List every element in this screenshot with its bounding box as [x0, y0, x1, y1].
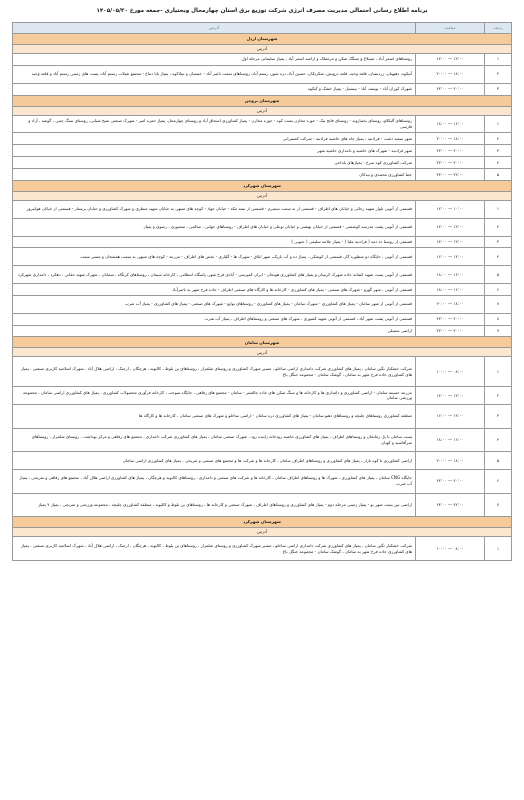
row-time: ۲۲:۰۰ — ۲۰:۰۰ [416, 83, 485, 95]
table-header-row [13, 23, 512, 34]
row-time: ۲۲:۰۰ — ۲۰:۰۰ [416, 145, 485, 157]
table-row [13, 218, 512, 236]
row-address: اراضی بین پست شهر نو - پمپاژ زمینی مرحله دوم - پمپاژ های کشاورزی و روستاهای اطراف ، شهرک صنعتی و کارخانه ها ، روستاهای بن بلوط و کالیوند ، منطقه کشاورزی چلیچه ، مجموعه ورزشی و تفریحی ، پمپاژ ۷ پمپاژ [13, 493, 416, 517]
row-address: شهر فرادنبه - شهرک های حاشیه و دامداری حاشیه شهر [13, 145, 416, 157]
row-address: شرکت خشکبار نگین سامان ، پمپاژ های کشاورزی شرکت دامداری اراضی ساخلو ، مسیر شهرک کشاورزی و روستای شلمزار ، روستاهای بن بلوط ، کالیوند ، هرچگان ، ارجنک ، اراضی هلال آباد ، شهرک اسلامیه کاربری صنعتی ، پمپاژ های کشاورزی جاده فرخ شهر به سامان ، گوشک سامان - مجموعه جنگل باغ [13, 537, 416, 561]
county-name: شهرستان اردل [13, 34, 512, 45]
row-time: ۱۰:۰۰ — ۰۸:۰۰ [416, 357, 485, 387]
row-address: قسمتی از آتونی پست شهید کشانه جاده شهرک کربینان و پمپاژ های کشاورزی هونجان - ایران کمپرسی - آبادی فرخ شهر، پاسگاه انتظامی ، کارخانه سیمان ، روستاهای کرتگاه ، سمانان ، شهرک شهید حقانی ، دهکرد ، دامداری شهرکرد [13, 266, 416, 284]
row-time: ۲۴:۰۰ — ۲۲:۰۰ [416, 493, 485, 517]
row-time: ۱۲:۰۰ — ۱۰:۰۰ [416, 200, 485, 218]
row-number: ۲ [485, 65, 512, 83]
row-address: قسمتی از روستا ده دمه ( فرادنبه علیا ) - پمپاژ علامه سلیمی ( جنوبی ) [13, 236, 416, 248]
table-row [13, 145, 512, 157]
county-header-row [13, 95, 512, 106]
row-number: ۵ [485, 266, 512, 284]
table-row [13, 115, 512, 133]
county-header-row [13, 517, 512, 528]
row-time: ۲۰:۰۰ — ۱۸:۰۰ [416, 452, 485, 470]
row-address: قسمتی از آتونی بلوار شهید رجائی و خیابان های اطراف - قسمتی از به سمت سمیرم - قسمتی از نیمه مکه - خیابان جهاد - کوچه های منتهی به خیابان شهید منظری و شهرک کشاورزی و خیابان پرستار - قسمتی از خیابان هوانیروز [13, 200, 416, 218]
row-time: ۲۰:۰۰ — ۱۸:۰۰ [416, 65, 485, 83]
row-number: ۹ [485, 325, 512, 337]
row-number: ۱ [485, 54, 512, 66]
row-number: ۱ [485, 537, 512, 561]
row-time: ۱۴:۰۰ — ۱۲:۰۰ [416, 236, 485, 248]
table-row [13, 284, 512, 296]
county-header-row [13, 337, 512, 348]
table-row [13, 200, 512, 218]
header-time: ساعت [416, 23, 485, 34]
row-time: ۱۸:۰۰ — ۱۶:۰۰ [416, 428, 485, 452]
row-address: پست سامان تا پل زمانخان و روستاهای اطراف ، پمپاژ های کشاورزی حاشیه رودخانه زاینده رود ، شهرک صنعتی سامان ، پمپاژ های کشاورزی شرکت دامداری ، مجتمع های رفاهی و مرکز بهداشت ، روستای شلمزار ، روستاهای سرآقاسید و کهیان [13, 428, 416, 452]
table-row [13, 157, 512, 169]
table-row [13, 470, 512, 494]
row-number: ۳ [485, 145, 512, 157]
table-row [13, 169, 512, 181]
row-time: ۲۰:۰۰ — ۱۸:۰۰ [416, 133, 485, 145]
address-subheader: آدرس [13, 45, 512, 54]
table-row [13, 452, 512, 470]
row-number: ۲ [485, 387, 512, 405]
address-subheader-row [13, 528, 512, 537]
address-subheader-row [13, 191, 512, 200]
row-number: ۶ [485, 284, 512, 296]
row-address: آتیکوه، دهپهنان، زردیشان، قلعه وحید، قلعه درویش، شکرنکان، حسین آباد، دره شور، رستم آباد، روستاهای سمت ناصر آباد - خستیان و تیبلاکوه ، پمپاژ بابا دماع - مجتمع شیلات رستم آباد، پست های زمینی رستم آباد و قلعه وحید [13, 65, 416, 83]
table-row [13, 357, 512, 387]
row-number: ۵ [485, 169, 512, 181]
row-time: ۱۸:۰۰ — ۱۶:۰۰ [416, 266, 485, 284]
county-header-row [13, 34, 512, 45]
row-time: ۲۲:۰۰ — ۲۰:۰۰ [416, 470, 485, 494]
row-time: ۲۲:۰۰ — ۲۰:۰۰ [416, 157, 485, 169]
county-name: شهرستان شهرکرد [13, 180, 512, 191]
row-address: روستاهای اسمر آباد ، شیبلاغ و سنگک شکن و مرغملک و ارامنه اسمر آباد ، پمپاژ سلیمانی مرحله اول [13, 54, 416, 66]
table-row [13, 133, 512, 145]
row-address: روستاهای آلیکلاو، روستای بختیاروند - روستای فاتح بیک - حوزه مخازن پشت کوه - حوزه مخازن - پمپاژ کشاورزی اسحاق آباد و روستای چهارمحل، پمپاژ حمزه امیر - شهرک صنعتی شیخ شبانی، روستای سنگ چینی ، گوشه ، آزاد و فارسی [13, 115, 416, 133]
row-number: ۷ [485, 295, 512, 313]
table-row [13, 325, 512, 337]
row-address: مزرعه حسینه سامان - اراضی کشاورزی و دامداری ها و کارخانه ها و سنگ شکن های جاده چالشتر - سامان - مجتمع های رفاهی ، جایگاه سوخت ، کارخانه فرآوری محصولات کشاورزی ، پمپاژ های کشاورزی اراضی سامان ، مجموعه ورزشی سامان [13, 387, 416, 405]
table-row [13, 404, 512, 428]
address-subheader-row [13, 45, 512, 54]
table-row [13, 537, 512, 561]
row-number: ۷ [485, 493, 512, 517]
table-row [13, 387, 512, 405]
row-address: شرکت خشکبار نگین سامان ، پمپاژ های کشاورزی شرکت دامداری اراضی ساخلو ، مسیر شهرک کشاورزی و روستای شلمزار ، روستاهای بن بلوط ، کالیوند ، هرچگان ، ارجنک ، اراضی هلال آباد ، شهرک اسلامیه کاربری صنعتی ، پمپاژ های کشاورزی جاده فرخ شهر به سامان ، گوشک سامان - مجموعه جنگل باغ [13, 357, 416, 387]
row-number: ۴ [485, 428, 512, 452]
document-title: برنامه اطلاع رسانی احتمالی مدیریت مصرف انرژی شرکت توزیع برق استان چهارمحال وبختیاری -جمعه مورخ ۱۴۰۵/۰۵/۳۰ [96, 8, 428, 14]
row-time: ۲۴:۰۰ — ۲۲:۰۰ [416, 169, 485, 181]
row-number: ۴ [485, 248, 512, 266]
row-address: قسمتی از آتونی پشت مدرسه کوششی - قسمتی از خیابان بهشتی و خیابان بوعلی و خیابان های اطراف - روستاهای جهانی ، صالحی ، منصوری ، رضوی و پمپاژ [13, 218, 416, 236]
row-time: ۲۲:۰۰ — ۲۰:۰۰ [416, 325, 485, 337]
table-row [13, 54, 512, 66]
row-time: ۲۲:۰۰ — ۲۰:۰۰ [416, 313, 485, 325]
header-address: آدرس [13, 23, 416, 34]
address-subheader: آدرس [13, 106, 512, 115]
row-address: قسمتی از آتونی ، شهر گهرو - شهرک های صنعتی - پمپاژ های کشاورزی - کارخانه ها و کارگاه های صنعتی اطراف - جاده فرخ شهر به ناصرآباد [13, 284, 416, 296]
row-time: ۱۸:۰۰ — ۱۶:۰۰ [416, 284, 485, 296]
row-time: ۱۴:۰۰ — ۱۲:۰۰ [416, 387, 485, 405]
table-row [13, 65, 512, 83]
row-number: ۳ [485, 404, 512, 428]
county-name: شهرستان شهرکرد [13, 517, 512, 528]
table-row [13, 493, 512, 517]
row-time: ۱۶:۰۰ — ۱۴:۰۰ [416, 404, 485, 428]
row-number: ۱ [485, 357, 512, 387]
row-time: ۱۰:۰۰ — ۰۸:۰۰ [416, 537, 485, 561]
row-number: ۸ [485, 313, 512, 325]
county-header-row [13, 180, 512, 191]
row-time: ۱۴:۰۰ — ۱۲:۰۰ [416, 218, 485, 236]
row-number: ۴ [485, 157, 512, 169]
table-row [13, 266, 512, 284]
table-row [13, 248, 512, 266]
county-name: شهرستان بروجن [13, 95, 512, 106]
table-row [13, 428, 512, 452]
row-address: قسمتی از آتونی از شهر سامان - پمپاژ های کشاورزی - شهرک سامان - پمپاژ های کشاورزی - روستاهای توابع - شهرک های صنعتی - پمپاژ های کشاورزی - پمپاژ آب شرب [13, 295, 416, 313]
schedule-body [13, 23, 512, 561]
table-row [13, 83, 512, 95]
row-number: ۲ [485, 218, 512, 236]
table-row [13, 236, 512, 248]
row-number: ۱ [485, 115, 512, 133]
row-time: ۱۶:۰۰ — ۱۴:۰۰ [416, 248, 485, 266]
address-subheader: آدرس [13, 528, 512, 537]
row-number: ۱ [485, 200, 512, 218]
address-subheader: آدرس [13, 191, 512, 200]
table-row [13, 313, 512, 325]
schedule-table [12, 22, 512, 561]
row-number: ۵ [485, 452, 512, 470]
row-number: ۳ [485, 83, 512, 95]
row-address: منطقه کشاورزی روستاهای چلیچه و روستاهای دهنو سامان - پمپاژ های کشاورزی دره سامان - اراضی ساخلو و شهرک های صنعتی سامان ، کارخانه ها و کارگاه ها [13, 404, 416, 428]
row-address: قسمتی از آتونی پشت شهر آباد ، قسمتی از آتونی شهید کشوری ، شهرک های صنعتی و روستاهای اطراف ، پمپاژ آب شرب [13, 313, 416, 325]
row-address: شرکت کشاورزی کوه سرخ - پمپاژهای بلداجی [13, 157, 416, 169]
row-time: ۱۸:۰۰ — ۱۶:۰۰ [416, 115, 485, 133]
row-time: ۲۰:۰۰ — ۱۸:۰۰ [416, 295, 485, 313]
row-number: ۲ [485, 133, 512, 145]
row-address: خط کشاورزی محمدی و بیدکان [13, 169, 416, 181]
row-address: شهرک کوران آباد - یوسف آباد - بیستیل - پمپاژ خشک و کبکوه [13, 83, 416, 95]
row-address: جایگاه CNG سامان ، پمپاژ های کشاورزی ، شهرک ها و روستاهای اطراف سامان ، کارخانه ها و شرکت های صنعتی و دامداری ، روستاهای کالیوند و هرچگان ، پمپاژ های کشاورزی اراضی هلال آباد ، مجتمع های رفاهی و تفریحی ، پمپاژ آب شرب [13, 470, 416, 494]
row-address: اراضی کشاورزی تا کوه تاراز ، پمپاژ های کشاورزی و روستاهای اطراف سامان ، کارخانه ها و شرکت ها و مجتمع های صنعتی و تفریحی ، پمپاژ های کشاورزی اراضی سامان [13, 452, 416, 470]
header-row-number: ردیف [485, 23, 512, 34]
address-subheader-row [13, 348, 512, 357]
county-name: شهرستان سامان [13, 337, 512, 348]
address-subheader-row [13, 106, 512, 115]
address-subheader: آدرس [13, 348, 512, 357]
row-number: ۶ [485, 470, 512, 494]
row-address: شهر سفید دشت - فرادنبه ، پمپاژ چاه های حاشیه فرادنبه - شرکت کشتیرانی [13, 133, 416, 145]
row-number: ۳ [485, 236, 512, 248]
row-address: اراضی سمیلی [13, 325, 416, 337]
table-row [13, 295, 512, 313]
row-address: قسمتی از آتونی ، جایگاه دو منظوره گاز، قسمتی از کوشکی ، پمپاژ ده و آب باریک، شهر ایلاق - شهرک ها - گلیاری - بخش های اطراف - مزرعه - کوچه های منتهی به سمت هفشجان و مسیر سمت [13, 248, 416, 266]
row-time: ۱۴:۰۰ — ۱۲:۰۰ [416, 54, 485, 66]
